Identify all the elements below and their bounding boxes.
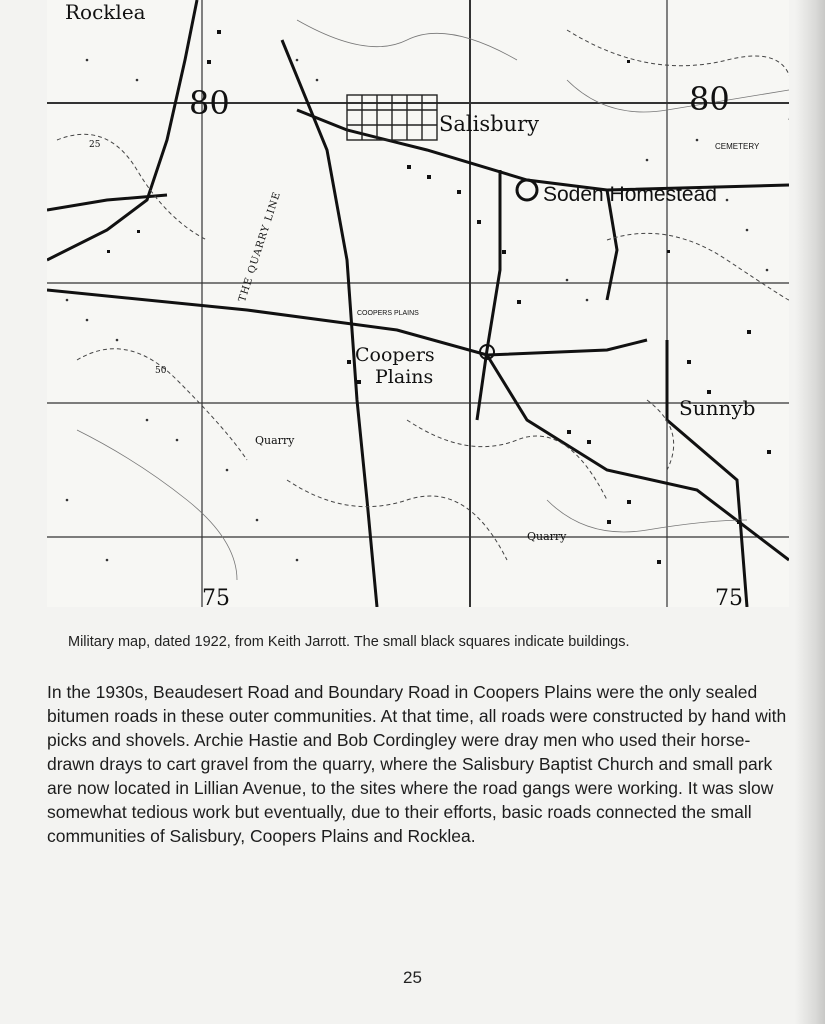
map-label-plains: Plains xyxy=(375,366,434,388)
map-roads xyxy=(47,0,789,607)
map-caption: Military map, dated 1922, from Keith Jarrott. The small black squares indicate buildings. xyxy=(68,634,630,650)
page-number: 25 xyxy=(403,968,422,987)
body-paragraph xyxy=(47,680,787,848)
map-label-grid-75-left: 75 xyxy=(202,586,230,607)
map-label-grid-80-right: 80 xyxy=(689,80,730,118)
soden-homestead-marker xyxy=(517,180,537,200)
map-label-coopers: Coopers xyxy=(355,344,435,366)
map-label-coopers-plains-station: COOPERS PLAINS xyxy=(357,310,419,317)
map-label-grid-75-right: 75 xyxy=(715,586,743,607)
map-label-soden-homestead: Soden Homestead xyxy=(543,183,717,206)
map-label-quarry-right: Quarry xyxy=(527,530,567,543)
map-label-rocklea: Rocklea xyxy=(65,0,146,24)
map-label-the-quarry-line: THE QUARRY LINE xyxy=(237,190,284,304)
map-label-salisbury: Salisbury xyxy=(439,112,539,136)
map-label-grid-80-left: 80 xyxy=(189,84,230,122)
map-label-elevation-25: 25 xyxy=(89,140,101,150)
map-grid xyxy=(47,0,789,607)
map-label-cemetery: CEMETERY xyxy=(715,142,760,151)
paragraph-text: In the 1930s, Beaudesert Road and Boundary Road in Coopers Plains were the only sealed bitumen roads in these outer communities. At that time, all roads were constructed by hand with picks and shovels. Archie Hastie and Bob Cordingley were dray men who used their horse-drawn drays to cart gravel from the quarry, where the Salisbury Baptist Church and small park are now located in Lillian Avenue, to the sites where the road gangs were working. It was slow somewhat tedious work but eventually, due to their efforts, basic roads connected the small communities of Salisbury, Coopers Plains and Rocklea. xyxy=(47,682,787,846)
military-map-1922 xyxy=(47,0,789,607)
map-label-elevation-50: 50 xyxy=(155,366,167,376)
page-edge-shadow xyxy=(795,0,825,1024)
map-label-quarry-left: Quarry xyxy=(255,434,295,447)
map-label-sunnybank: Sunnyb xyxy=(679,396,756,420)
map-drawing xyxy=(47,0,789,607)
